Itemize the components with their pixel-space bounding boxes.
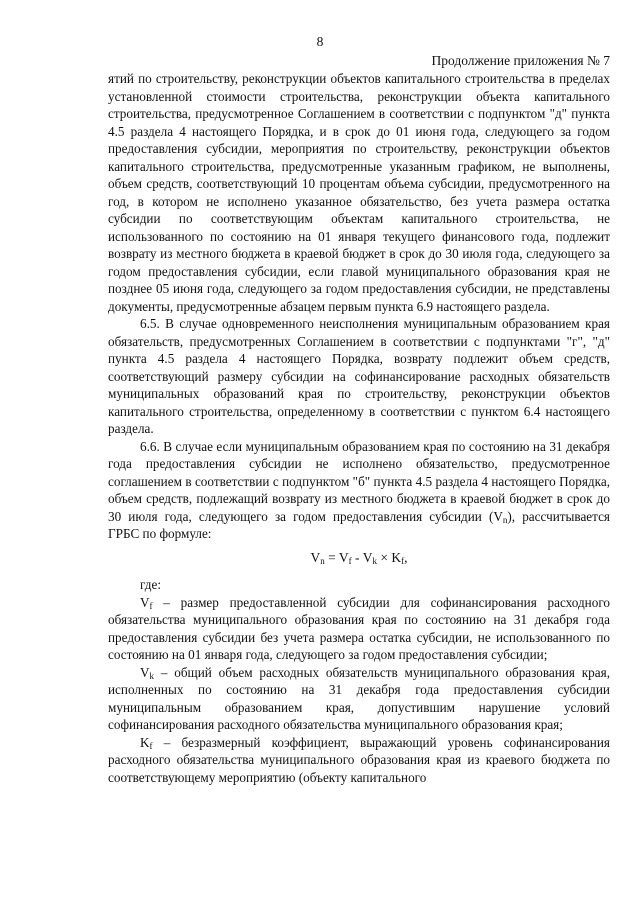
- paragraph-6-6: [108, 438, 610, 543]
- formula-v: V: [362, 549, 373, 565]
- definition-vk-text: – общий объем расходных обязательств муниципального образования края, исполненных по состоянию на 31 декабря года предоставления субсидии муниципальным образованием края, допустившим нарушение условий софинансирования расходного обязательства муниципального образования края;: [108, 664, 610, 732]
- definition-vf-text: – размер предоставленной субсидии для софинансирования расходного обязательства муниципального образования края по состоянию на 31 декабря года предоставления субсидии без учета размера остатка субсидии, не использованного по состоянию на 01 января года, следующего за годом предоставления субсидии;: [108, 594, 610, 662]
- definition-kf-symbol: K: [140, 734, 150, 750]
- document-body: [108, 70, 610, 786]
- formula-v: V: [310, 549, 321, 565]
- paragraph-6-5: 6.5. В случае одновременного неисполнения муниципальным образованием края обязательств, предусмотренных Соглашением в соответствии с подпунктами "г", "д" пункта 4.5 раздела 4 настоящего Порядка, возврату подлежит объем средств, соответствующий размеру субсидии на софинансирование расходных обязательств муниципальных образований края по строительству, реконструкции объектов капитального строительства, определенному в соответствии с пунктом 6.4 настоящего раздела.: [108, 316, 610, 436]
- definition-vf: [108, 594, 610, 664]
- formula: [108, 549, 610, 567]
- where-label: где:: [140, 577, 161, 592]
- formula-v: V: [338, 549, 349, 565]
- formula-n: n: [320, 555, 325, 566]
- formula-times: ×: [376, 549, 392, 565]
- paragraph-continued: ятий по строительству, реконструкции объектов капитального строительства в пределах установленной стоимости строительства, реконструкции объекта капитального строительства, предусмотренное Соглашением в соответствии с подпунктом "д" пункта 4.5 раздела 4 настоящего Порядка, и в срок до 01 июня года, следующего за годом предоставления субсидии, мероприятия по строительству, реконструкции объектов капитального строительства, предусмотренные указанным графиком, не выполнены, объем средств, соответствующий 10 процентам объема субсидии, предусмотренного на год, в котором не исполнено указанное обязательство, без учета размера остатка субсидии по соответствующим объектам капитального строительства, не использованного по состоянию на 01 января текущего финансового года, подлежит возврату из местного бюджета в краевой бюджет в срок до 30 июля года, следующего за годом предоставления субсидии, если главой муниципального образования края не позднее 05 июня года, следующего за годом предоставления субсидии, не представлены документы, предусмотренные абзацем первым пункта 6.9 настоящего раздела.: [108, 71, 610, 314]
- formula-k-letter: K: [391, 549, 402, 565]
- formula-f: f: [348, 555, 352, 566]
- formula-comma: ,: [404, 549, 408, 565]
- formula-k: k: [372, 555, 377, 566]
- definition-kf-sub: f: [149, 740, 153, 751]
- paragraph-6-6-subscript: n: [502, 514, 508, 525]
- definition-vk-sub: k: [149, 670, 155, 681]
- definition-vk: [108, 664, 610, 734]
- definition-vk-symbol: V: [140, 664, 150, 680]
- definition-kf: [108, 734, 610, 787]
- running-head: Продолжение приложения № 7: [431, 53, 610, 68]
- definition-kf-text: – безразмерный коэффициент, выражающий уровень софинансирования расходного обязательства муниципального образования края из краевого бюджета по соответствующему мероприятию (объекту капитального: [108, 734, 610, 785]
- formula-minus: -: [351, 549, 363, 565]
- page-number: 8: [316, 34, 324, 49]
- formula-eq: =: [324, 549, 339, 565]
- definition-vf-symbol: V: [140, 594, 150, 610]
- paragraph-6-6-tail: ), рассчитывается ГРБС по формуле:: [108, 508, 610, 541]
- paragraph-6-6-text: 6.6. В случае если муниципальным образованием края по состоянию на 31 декабря года предоставления субсидии не исполнено обязательство, предусмотренное соглашением в соответствии с подпунктом "б" пункта 4.5 раздела 4 настоящего Порядка, объем средств, подлежащий возврату из местного бюджета в краевой бюджет в срок до 30 июля года, следующего за годом предоставления субсидии (V: [108, 438, 610, 524]
- definition-vf-sub: f: [149, 600, 153, 611]
- formula-f: f: [401, 555, 405, 566]
